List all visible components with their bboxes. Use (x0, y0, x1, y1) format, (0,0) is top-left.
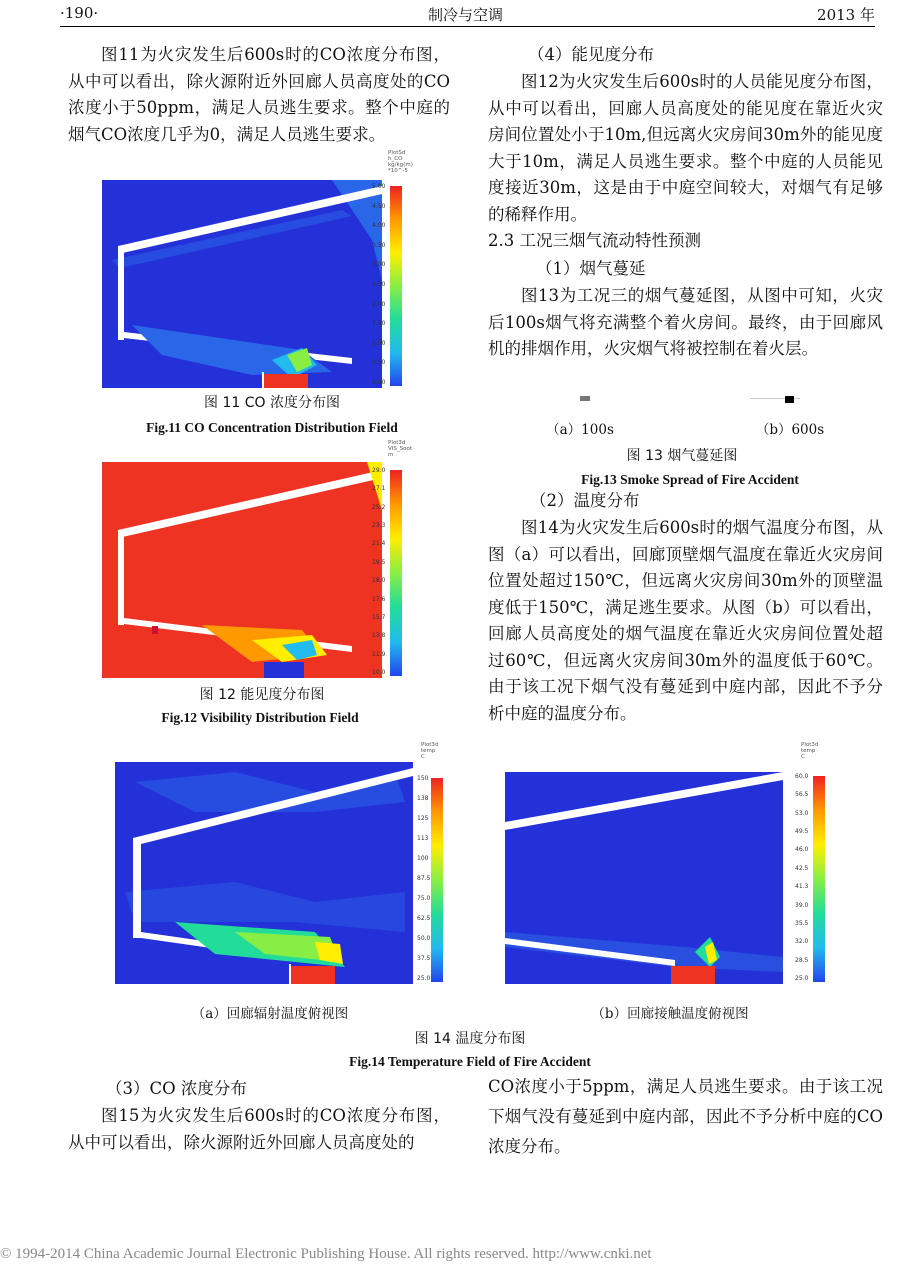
legend-tick-label: 4.50 (372, 202, 386, 210)
legend-tick-label: 56.5 (795, 791, 809, 799)
legend-tick-label: 37.5 (417, 955, 431, 962)
legend-tick-label: 1.50 (372, 320, 386, 328)
legend-tick-label: 62.5 (417, 915, 431, 922)
legend-tick-label: 17.6 (372, 595, 386, 603)
figure-14b (505, 742, 855, 987)
legend-title: Plot3d VIS_Soot m (388, 440, 413, 458)
figure-11 (102, 150, 442, 390)
legend-tick-label: 150 (417, 775, 429, 782)
smoke-thumbnail-600s (785, 396, 794, 403)
legend-tick-label: 19.5 (372, 558, 386, 566)
journal-year: 2013 年 (817, 6, 875, 24)
legend-tick-label: 18.0 (372, 577, 386, 585)
legend-tick-label: 5.00 (372, 183, 386, 190)
fig13-caption-cn: 图 13 烟气蔓延图 (626, 448, 738, 464)
legend-tick-label: 53.0 (795, 809, 809, 817)
legend-tick-label: 23.3 (372, 522, 386, 530)
legend-tick-label: 25.0 (417, 975, 431, 982)
fig14-caption-cn: 图 14 温度分布图 (414, 1031, 526, 1047)
legend-tick-label: 11.9 (372, 650, 386, 658)
page-number: ·190· (60, 4, 99, 22)
heading-temperature: （2）温度分布 (530, 491, 640, 510)
legend-tick-label: 3.00 (372, 261, 386, 269)
legend-tick-label: 41.3 (795, 883, 809, 891)
fig14-sub-a: （a）回廊辐射温度俯视图 (191, 1006, 349, 1022)
legend-title: PlotSd h_CO kg/kg(m) *10^-5 (388, 150, 413, 174)
paragraph-visibility: 图12为火灾发生后600s时的人员能见度分布图，从中可以看出，回廊人员高度处的能见度在靠近火灾房间位置处小于10m,但远离火灾房间30m外的能见度大于10m，满足人员逃生要求。整个中庭的人员能见度接近30m，这是由于中庭空间较大，对烟气有足够的稀释作用。 (488, 72, 883, 224)
legend-colorbar (813, 776, 825, 982)
legend-colorbar (431, 778, 443, 982)
legend-tick-label: 28.5 (795, 956, 809, 964)
fig13-caption-en: Fig.13 Smoke Spread of Fire Accident (581, 472, 799, 487)
legend-tick-label: 15.7 (372, 613, 386, 621)
legend-tick-label: 75.0 (417, 895, 431, 902)
legend-colorbar (390, 186, 402, 386)
legend-tick-label: 13.8 (372, 632, 386, 640)
legend-tick-label: 25.2 (372, 503, 386, 511)
page-header (60, 0, 875, 27)
copyright-footer: © 1994-2014 China Academic Journal Electronic Publishing House. All rights reserved. http://www.cnki.net (0, 1246, 652, 1262)
legend-tick-label: 113 (417, 835, 429, 842)
journal-name: 制冷与空调 (428, 6, 504, 24)
legend-tick-label: 2.50 (372, 281, 386, 288)
paragraph-co-right: CO浓度小于5ppm，满足人员逃生要求。由于该工况下烟气没有蔓延到中庭内部，因此不予分析中庭的CO浓度分布。 (488, 1077, 883, 1156)
fig11-caption-cn: 图 11 CO 浓度分布图 (204, 395, 340, 411)
legend-tick-label: 138 (417, 795, 429, 802)
paragraph-co-fig11: 图11为火灾发生后600s时的CO浓度分布图，从中可以看出，除火源附近外回廊人员高度处的CO浓度小于50ppm，满足人员逃生要求。整个中庭的烟气CO浓度几乎为0，满足人员逃生要求。 (68, 45, 450, 144)
legend-tick-label: 125 (417, 815, 429, 822)
radiation-temperature-plot (115, 742, 465, 987)
legend-tick-label: 100 (417, 855, 429, 862)
smoke-thumbnail-100s (580, 396, 590, 401)
legend-tick-label: 87.5 (417, 875, 431, 882)
figure-13 (540, 390, 860, 410)
legend-tick-label: 3.50 (372, 241, 386, 249)
legend-tick-label: 10.0 (372, 669, 386, 676)
legend-tick-label: 0.50 (372, 359, 386, 367)
legend-tick-label: 27.1 (372, 485, 386, 493)
paragraph-co-left: 图15为火灾发生后600s时的CO浓度分布图，从中可以看出，除火源附近外回廊人员高度处的 (68, 1106, 450, 1152)
fig13-sub-a: （a）100s (546, 422, 614, 438)
heading-smoke-spread: （1）烟气蔓延 (536, 259, 646, 278)
legend-tick-label: 60.0 (795, 773, 809, 780)
legend-tick-label: 32.0 (795, 938, 809, 946)
legend-tick-label: 25.0 (795, 975, 809, 982)
legend-tick-label: 35.5 (795, 919, 809, 927)
legend-title: Plot3d temp C (421, 742, 439, 760)
legend-tick-label: 46.0 (795, 846, 809, 854)
heading-co-distribution: （3）CO 浓度分布 (106, 1079, 247, 1098)
paragraph-smoke-spread: 图13为工况三的烟气蔓延图，从图中可知，火灾后100s烟气将充满整个着火房间。最终，由于回廊风机的排烟作用，火灾烟气将被控制在着火层。 (488, 286, 883, 358)
fig14-caption-en: Fig.14 Temperature Field of Fire Accident (349, 1054, 591, 1069)
legend-tick-label: 21.4 (372, 540, 386, 548)
legend-tick-label: 29.0 (372, 467, 386, 474)
fig12-caption-cn: 图 12 能见度分布图 (199, 687, 325, 703)
legend-tick-label: 4.00 (372, 222, 386, 230)
paragraph-temperature: 图14为火灾发生后600s时的烟气温度分布图，从图（a）可以看出，回廊顶壁烟气温度在靠近火灾房间位置处超过150℃，但远离火灾房间30m外的顶壁温度低于150℃，满足逃生要求。从图（b）可以看出，回廊人员高度处的烟气温度在靠近火灾房间位置处超过60℃，但远离火灾房间30m外的温度低于60℃。由于该工况下烟气没有蔓延到中庭内部，因此不予分析中庭的温度分布。 (488, 518, 883, 723)
fig11-caption-en: Fig.11 CO Concentration Distribution Field (146, 420, 398, 435)
figure-12 (102, 440, 442, 680)
legend-colorbar (390, 470, 402, 676)
figure-14a (115, 742, 465, 987)
legend-title: Plot3d temp C (801, 742, 819, 760)
fig14-sub-b: （b）回廊接触温度俯视图 (591, 1006, 749, 1022)
fig12-caption-en: Fig.12 Visibility Distribution Field (161, 710, 359, 725)
fig13-sub-b: （b）600s (755, 422, 825, 438)
legend-tick-label: 42.5 (795, 864, 809, 872)
heading-section-2-3: 2.3 工况三烟气流动特性预测 (488, 231, 701, 250)
legend-tick-label: 2.00 (372, 300, 386, 308)
legend-tick-label: 49.5 (795, 828, 809, 836)
legend-tick-label: 0.00 (372, 379, 386, 386)
legend-tick-label: 1.00 (372, 339, 386, 347)
heading-visibility: （4）能见度分布 (528, 45, 654, 64)
legend-tick-label: 39.0 (795, 901, 809, 909)
legend-tick-label: 50.0 (417, 935, 431, 942)
